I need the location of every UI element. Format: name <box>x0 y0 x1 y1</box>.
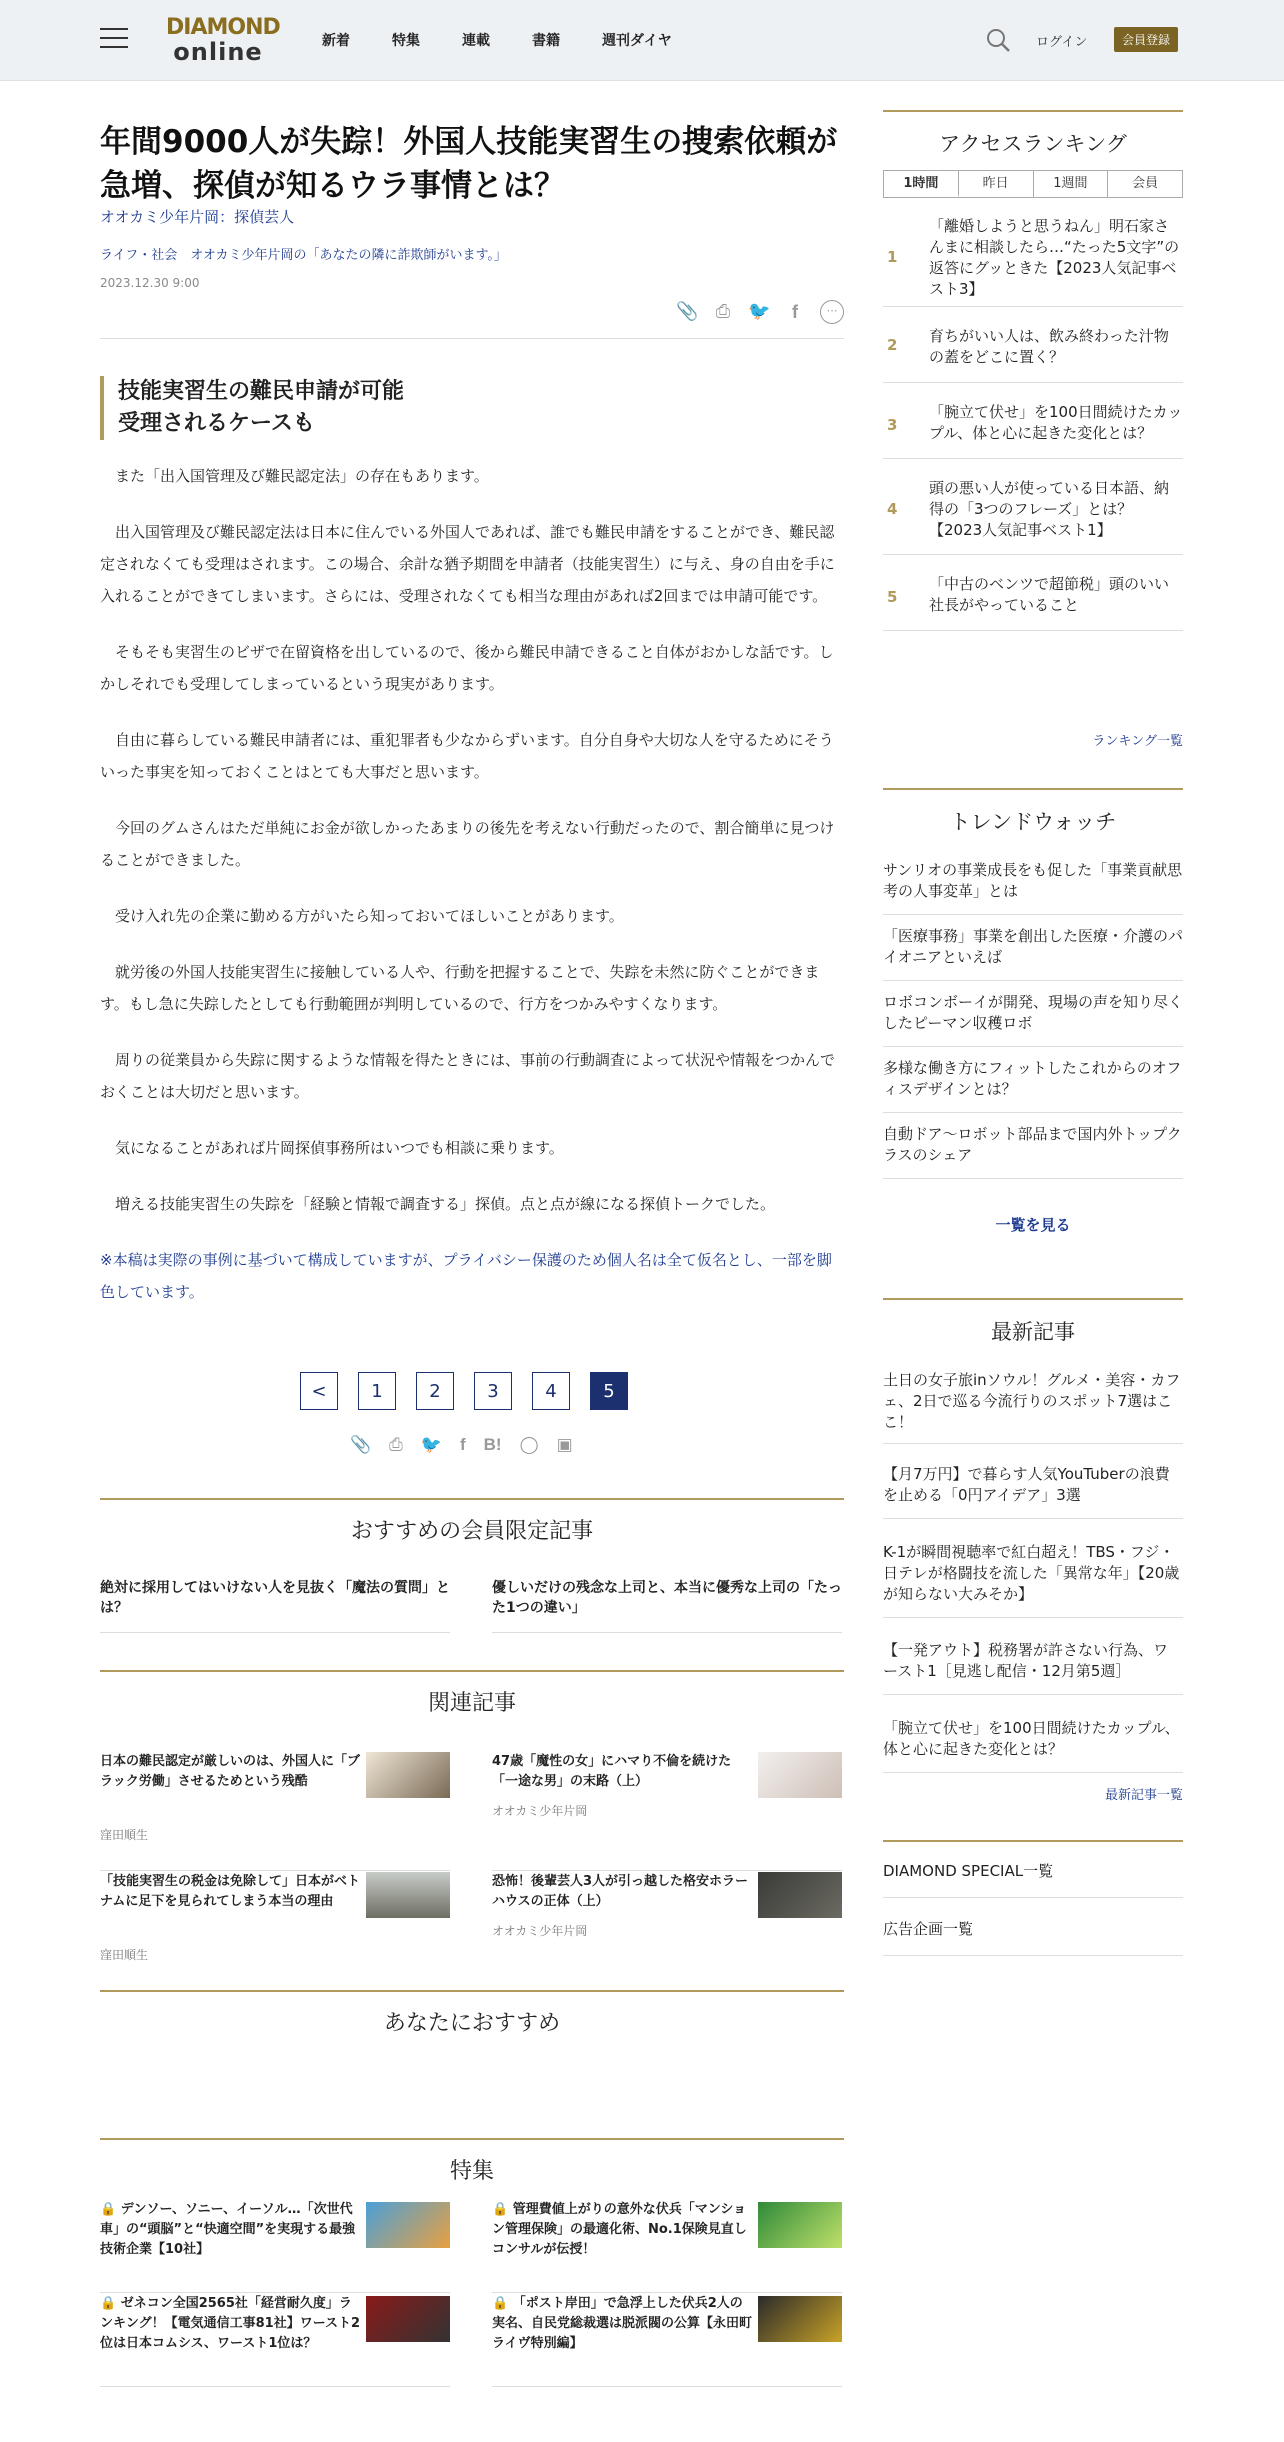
section-heading-line1: 技能実習生の難民申請が可能 <box>118 379 405 404</box>
paragraph: 受け入れ先の企業に勤める方がいたら知っておいてほしいことがあります。 <box>115 907 624 925</box>
article-category[interactable]: ライフ・社会 オオカミ少年片岡の「あなたの隣に詐欺師がいます。」 <box>100 248 507 263</box>
print-icon[interactable]: ⎙ <box>389 1435 403 1455</box>
latest-item[interactable]: K-1が瞬間視聴率で紅白超え！TBS・フジ・日テレが格闘技を流した「異常な年」【20歳が知らない大みそか】 <box>883 1542 1183 1618</box>
latest-item[interactable]: 【一発アウト】税務署が許さない行為、ワースト1［見逃し配信・12月第5週］ <box>883 1640 1183 1695</box>
latest-item[interactable]: 【月7万円】で暮らす人気YouTuberの浪費を止める「0円アイデア」3選 <box>883 1464 1183 1519</box>
ranking-text: 頭の悪い人が使っている日本語、納得の「3つのフレーズ」とは？【2023人気記事ベスト1】 <box>929 479 1170 539</box>
trend-item[interactable]: ロボコンボーイが開発、現場の声を知り尽くしたピーマン収穫ロボ <box>883 992 1183 1047</box>
ranking-number: 1 <box>887 248 898 266</box>
ranking-number: 2 <box>887 336 898 354</box>
paragraph: 就労後の外国人技能実習生に接触している人や、行動を把握することで、失踪を未然に防ぐことができます。もし急に失踪したとしても行動範囲が判明しているので、行方をつかみやすくなります。 <box>100 963 820 1013</box>
tokushu-thumbnail <box>366 2296 450 2342</box>
tokushu-item[interactable] <box>492 2200 842 2293</box>
related-item[interactable] <box>492 1872 842 1991</box>
twitter-icon[interactable]: 🐦 <box>420 1435 442 1455</box>
paragraph: そもそも実習生のビザで在留資格を出しているので、後から難民申請できること自体がおかしな話です。しかしそれでも受理してしまっているという現実があります。 <box>100 643 834 693</box>
lock-icon: 🔒 <box>100 2202 117 2217</box>
tokushu-item[interactable] <box>492 2294 842 2387</box>
article-body <box>100 460 844 1332</box>
print-icon[interactable]: ⎙ <box>715 301 731 322</box>
ranking-tabs <box>883 170 1183 198</box>
ranking-more-link[interactable]: ランキング一覧 <box>1092 734 1183 749</box>
recommend-section-title: あなたにおすすめ <box>100 1990 844 2037</box>
clip-icon[interactable]: 📎 <box>350 1435 372 1455</box>
nav-series[interactable]: 連載 <box>462 33 490 49</box>
related-item[interactable] <box>492 1752 842 1871</box>
nav-feature[interactable]: 特集 <box>392 33 420 49</box>
ads-link[interactable]: 広告企画一覧 <box>883 1918 1183 1956</box>
pager-4[interactable]: 4 <box>532 1372 570 1410</box>
latest-title: 最新記事 <box>883 1298 1183 1346</box>
divider <box>883 1840 1183 1842</box>
ranking-text: 「腕立て伏せ」を100日間続けたカップル、体と心に起きた変化とは？ <box>929 403 1183 442</box>
lock-icon: 🔒 <box>492 2202 509 2217</box>
related-thumbnail <box>758 1752 842 1798</box>
pager-prev[interactable]: < <box>300 1372 338 1410</box>
latest-item[interactable]: 土日の女子旅inソウル！グルメ・美容・カフェ、2日で巡る今流行りのスポット7選はここ！ <box>883 1370 1183 1444</box>
related-title: 47歳「魔性の女」にハマり不倫を続けた「一途な男」の末路（上） <box>492 1754 732 1789</box>
ranking-text: 「離婚しようと思うねん」明石家さんまに相談したら…“たった5文字”の返答にグッときた【2023人気記事ベスト3】 <box>929 217 1180 298</box>
paragraph: 気になることがあれば片岡探偵事務所はいつでも相談に乗ります。 <box>115 1139 564 1157</box>
more-icon[interactable]: ⋯ <box>820 300 844 324</box>
search-icon[interactable] <box>986 28 1010 52</box>
site-header <box>0 0 1284 81</box>
share-bar <box>676 300 844 324</box>
special-link[interactable]: DIAMOND SPECIAL一覧 <box>883 1860 1183 1898</box>
tokushu-title-text: ゼネコン全国2565社「経営耐久度」ランキング！【電気通信工事81社】ワースト2位は日本コムシス、ワースト1位は？ <box>100 2296 361 2351</box>
tokushu-title <box>100 2294 362 2354</box>
paragraph: 自由に暮らしている難民申請者には、重犯罪者も少なからずいます。自分自身や大切な人を守るためにそういった事実を知っておくことはとても大事だと思います。 <box>100 731 834 781</box>
nav-books[interactable]: 書籍 <box>532 33 560 49</box>
trend-title: トレンドウォッチ <box>883 788 1183 836</box>
pager-2[interactable]: 2 <box>416 1372 454 1410</box>
related-title: 日本の難民認定が厳しいのは、外国人に「ブラック労働」させるためという残酷 <box>100 1754 361 1789</box>
ranking-item[interactable] <box>883 316 1183 383</box>
ranking-number: 3 <box>887 416 898 434</box>
ranking-number: 4 <box>887 500 898 518</box>
pager-5-current[interactable]: 5 <box>590 1372 628 1410</box>
login-link[interactable]: ログイン <box>1036 35 1088 50</box>
ranking-number: 5 <box>887 588 898 606</box>
paragraph: 増える技能実習生の失踪を「経験と情報で調査する」探偵。点と点が線になる探偵トークでした。 <box>115 1195 776 1213</box>
pagination <box>300 1372 628 1410</box>
tokushu-thumbnail <box>758 2202 842 2248</box>
paragraph: また「出入国管理及び難民認定法」の存在もあります。 <box>115 467 489 485</box>
note-icon[interactable]: ▣ <box>556 1435 573 1455</box>
ranking-item[interactable] <box>883 564 1183 631</box>
paragraph: 今回のグムさんはただ単純にお金が欲しかったあまりの後先を考えない行動だったので、割合簡単に見つけることができました。 <box>100 819 835 869</box>
related-item[interactable] <box>100 1872 450 1991</box>
logo-line2: online <box>173 38 263 66</box>
ranking-text: 「中古のベンツで超節税」頭のいい社長がやっていること <box>929 575 1170 614</box>
tokushu-section-title: 特集 <box>100 2138 844 2185</box>
trend-item[interactable]: 自動ドア〜ロボット部品まで国内外トップクラスのシェア <box>883 1124 1183 1179</box>
line-icon[interactable]: ◯ <box>519 1435 539 1455</box>
article-note: ※本稿は実際の事例に基づいて構成していますが、プライバシー保護のため個人名は全て仮名とし、一部を脚色しています。 <box>100 1251 832 1301</box>
tokushu-title-text: 管理費値上がりの意外な伏兵「マンション管理保険」の最適化術、No.1保険見直しコンサルが伝授！ <box>492 2202 747 2257</box>
ranking-item[interactable] <box>883 392 1183 459</box>
latest-more-link[interactable]: 最新記事一覧 <box>1104 1788 1183 1803</box>
related-thumbnail <box>366 1872 450 1918</box>
trend-item[interactable]: サンリオの事業成長をも促した「事業貢献思考の人事変革」とは <box>883 860 1183 915</box>
related-author: 窪田順生 <box>100 1828 149 1842</box>
tokushu-thumbnail <box>758 2296 842 2342</box>
hatena-icon[interactable]: B! <box>483 1435 502 1454</box>
trend-more-link[interactable]: 一覧を見る <box>995 1216 1071 1234</box>
ranking-title: アクセスランキング <box>883 110 1183 158</box>
related-title: 「技能実習生の税金は免除して」日本がベトナムに足下を見られてしまう本当の理由 <box>100 1874 361 1909</box>
twitter-icon[interactable]: 🐦 <box>748 301 771 322</box>
paragraph: 出入国管理及び難民認定法は日本に住んでいる外国人であれば、誰でも難民申請をすることができ、難民認定されなくても受理はされます。この場合、余計な猶予期間を申請者（技能実習生）に与え、身の自由を手に入れることができてしまいます。さらには、受理されなくても相当な理由があれば2回までは申請可能です。 <box>100 523 835 605</box>
lock-icon: 🔒 <box>100 2296 117 2311</box>
related-author: オオカミ少年片岡 <box>492 1804 588 1818</box>
ranking-item[interactable] <box>883 216 1183 307</box>
related-author: 窪田順生 <box>100 1948 149 1962</box>
tab-yesterday[interactable]: 昨日 <box>959 171 1034 197</box>
article-title: 年間9000人が失踪！外国人技能実習生の捜索依頼が急増、探偵が知るウラ事情とは？ <box>100 124 838 204</box>
tab-1week[interactable]: 1週間 <box>1034 171 1109 197</box>
section-heading-line2: 受理されるケースも <box>118 411 315 436</box>
divider <box>100 338 844 339</box>
article-date: 2023.12.30 9:00 <box>100 276 200 290</box>
trend-item[interactable]: 多様な働き方にフィットしたこれからのオフィスデザインとは？ <box>883 1058 1183 1113</box>
pager-3[interactable]: 3 <box>474 1372 512 1410</box>
tokushu-title <box>492 2294 754 2354</box>
related-thumbnail <box>366 1752 450 1798</box>
facebook-icon[interactable]: f <box>792 302 798 322</box>
tokushu-item[interactable] <box>100 2294 450 2387</box>
menu-icon[interactable] <box>100 28 128 50</box>
lock-icon: 🔒 <box>492 2296 509 2311</box>
nav-weekly[interactable]: 週刊ダイヤ <box>602 33 672 49</box>
share-bar-bottom <box>350 1435 573 1455</box>
nav-new[interactable]: 新着 <box>322 33 350 49</box>
ranking-text: 育ちがいい人は、飲み終わった汁物の蓋をどこに置く？ <box>929 327 1169 366</box>
clip-icon[interactable]: 📎 <box>676 301 699 322</box>
related-title: 恐怖！後輩芸人3人が引っ越した格安ホラーハウスの正体（上） <box>492 1874 749 1909</box>
site-logo[interactable] <box>166 15 280 66</box>
related-thumbnail <box>758 1872 842 1918</box>
section-heading <box>100 376 404 440</box>
tab-1hour[interactable]: 1時間 <box>884 171 959 197</box>
article-author[interactable]: オオカミ少年片岡：探偵芸人 <box>100 208 295 226</box>
paragraph: 周りの従業員から失踪に関するような情報を得たときには、事前の行動調査によって状況や情報をつかんでおくことは大切だと思います。 <box>100 1051 836 1101</box>
facebook-icon[interactable]: f <box>459 1435 466 1454</box>
logo-line1: DIAMOND <box>166 15 280 40</box>
tokushu-title-text: デンソー、ソニー、イーソル…「次世代車」の“頭脳”と“快適空間”を実現する最強技術企業【10社】 <box>100 2202 356 2257</box>
tokushu-title-text: 「ポスト岸田」で急浮上した伏兵2人の実名、自民党総裁選は脱派閥の公算【永田町ライヴ特別編】 <box>492 2296 753 2351</box>
tokushu-title <box>100 2200 362 2260</box>
members-item[interactable]: 優しいだけの残念な上司と、本当に優秀な上司の「たった1つの違い」 <box>492 1578 842 1633</box>
tokushu-thumbnail <box>366 2202 450 2248</box>
pager-1[interactable]: 1 <box>358 1372 396 1410</box>
register-button[interactable]: 会員登録 <box>1114 27 1178 52</box>
latest-item[interactable]: 「腕立て伏せ」を100日間続けたカップル、体と心に起きた変化とは？ <box>883 1718 1183 1773</box>
members-item[interactable]: 絶対に採用してはいけない人を見抜く「魔法の質問」とは？ <box>100 1578 450 1633</box>
trend-item[interactable]: 「医療事務」事業を創出した医療・介護のパイオニアといえば <box>883 926 1183 981</box>
tokushu-title <box>492 2200 754 2260</box>
tab-members[interactable]: 会員 <box>1132 176 1159 191</box>
related-section-title: 関連記事 <box>100 1670 844 1717</box>
related-item[interactable] <box>100 1752 450 1871</box>
members-section-title: おすすめの会員限定記事 <box>100 1498 844 1545</box>
tokushu-item[interactable] <box>100 2200 450 2293</box>
ranking-item[interactable] <box>883 468 1183 555</box>
related-author: オオカミ少年片岡 <box>492 1924 588 1938</box>
main-nav <box>322 30 714 50</box>
